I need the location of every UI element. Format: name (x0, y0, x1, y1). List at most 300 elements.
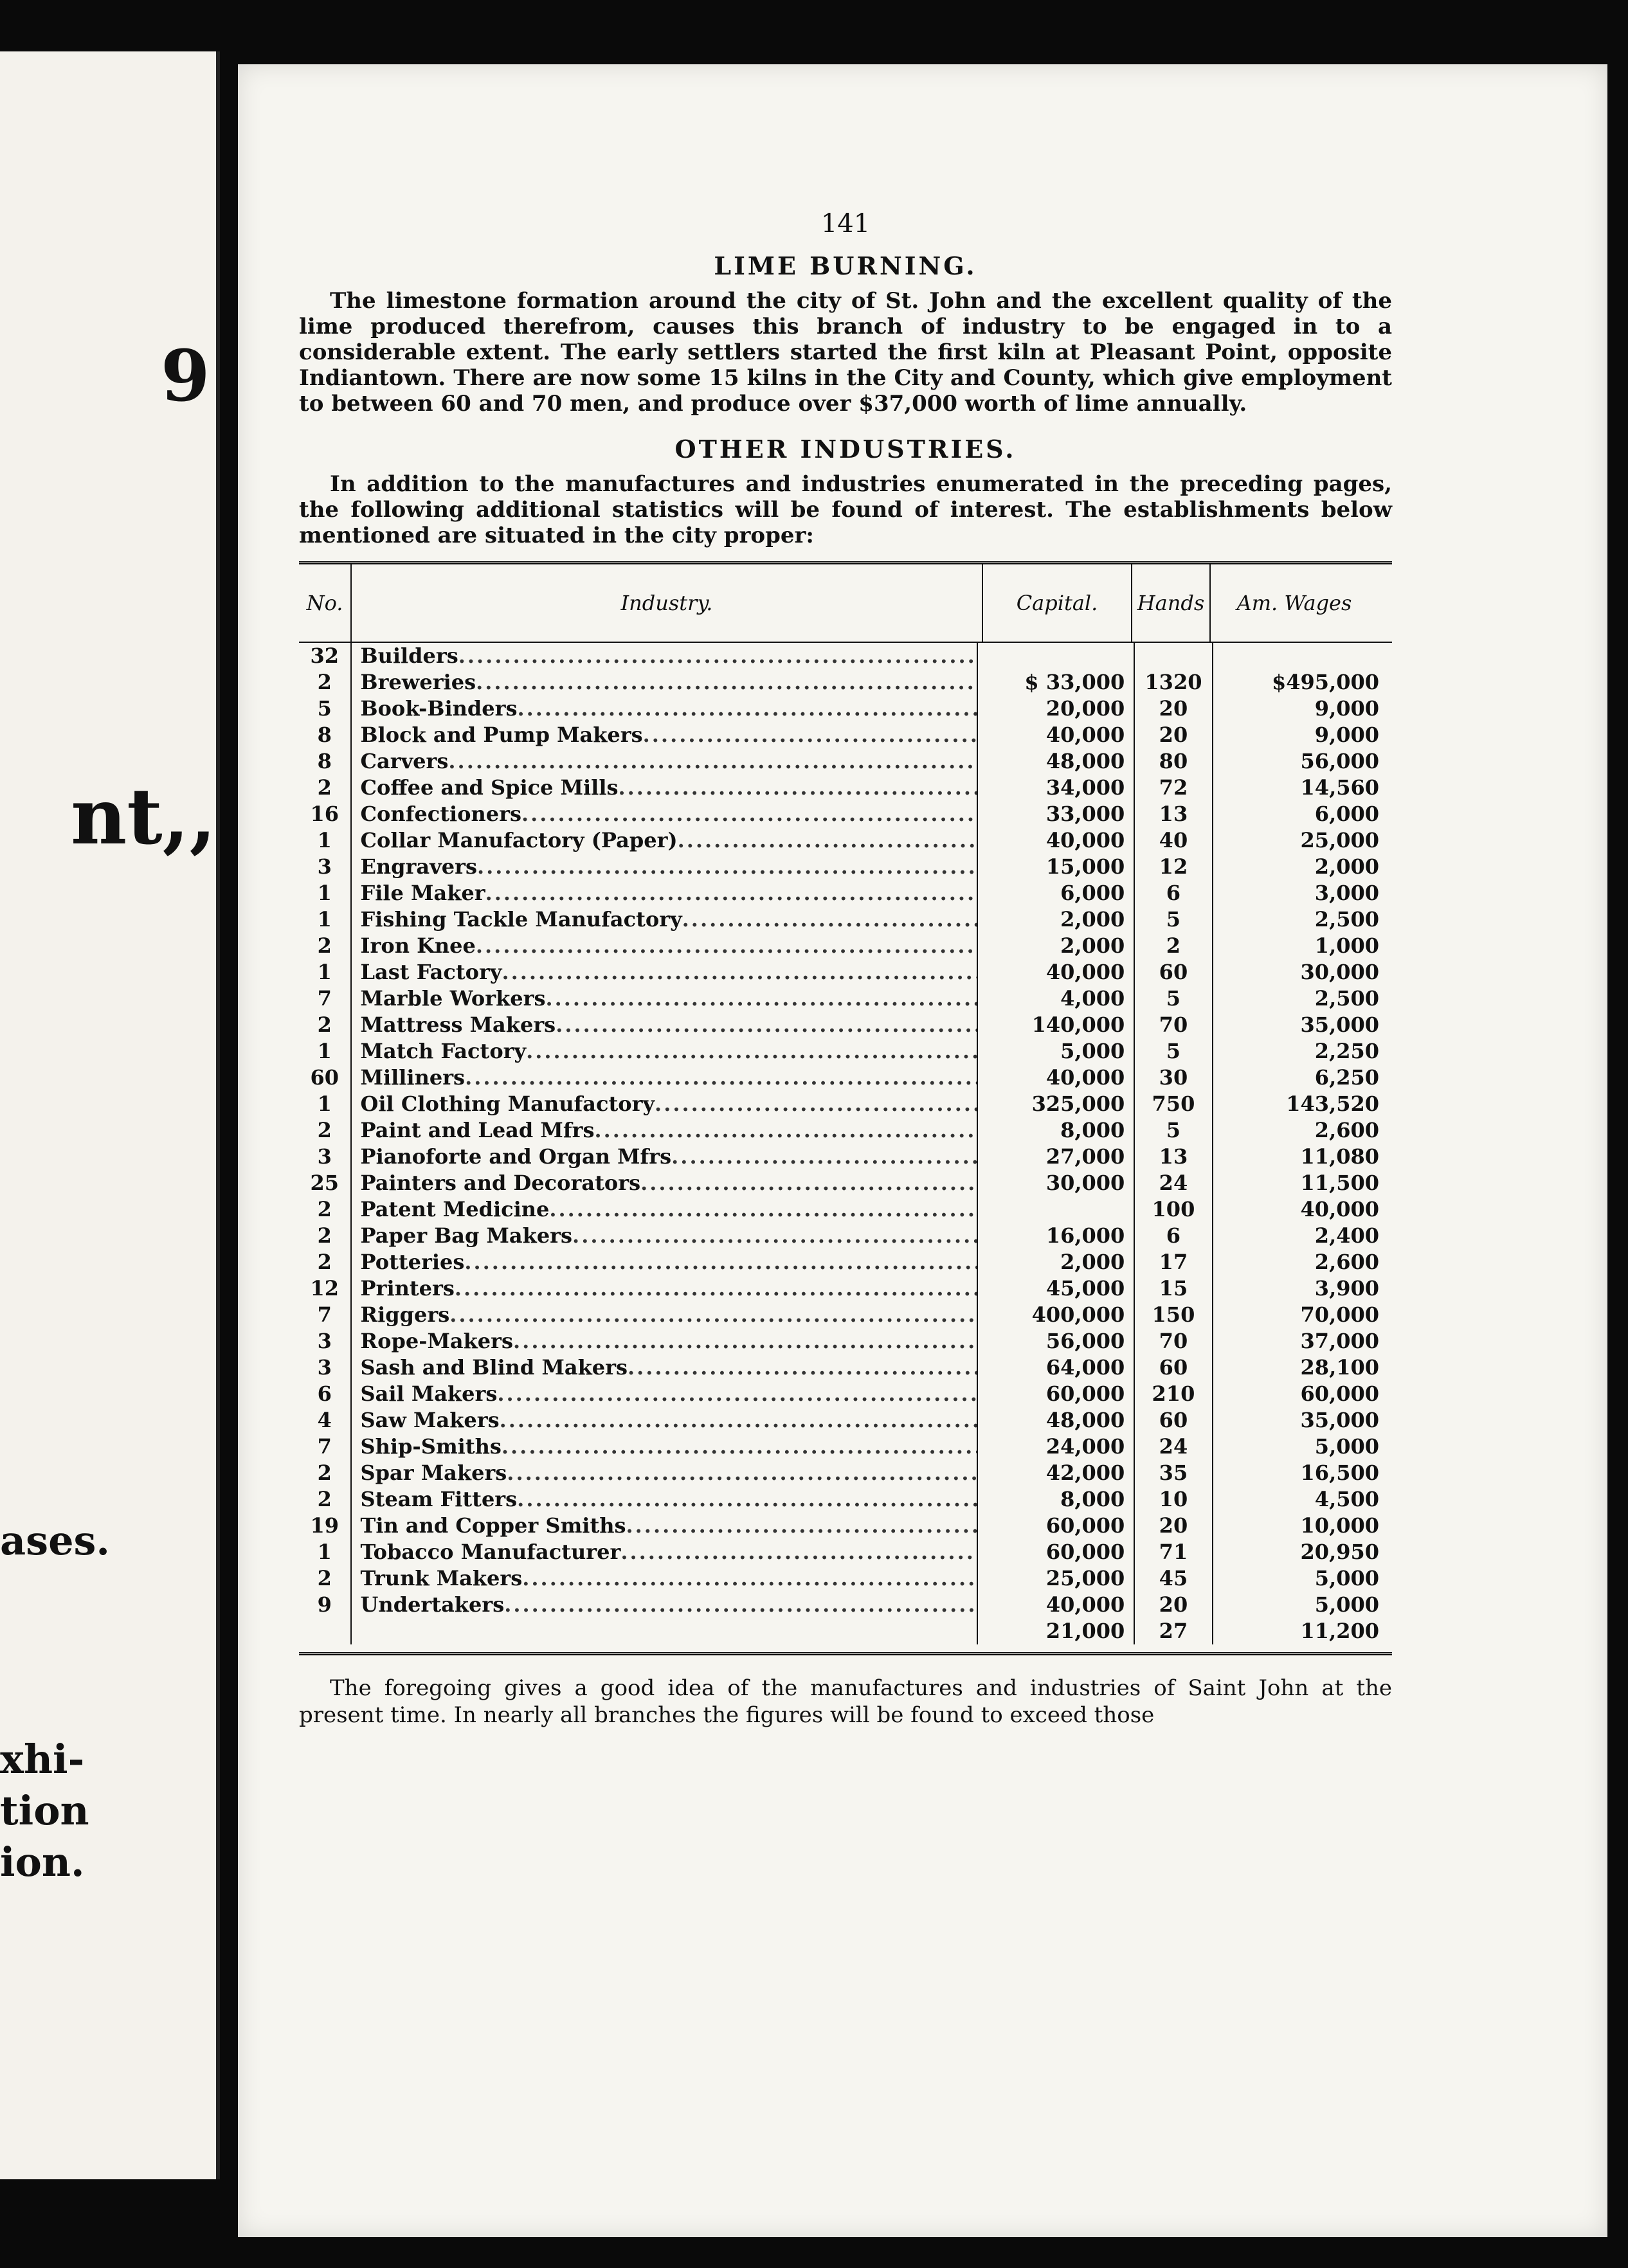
row-wages: 143,520 (1212, 1091, 1392, 1117)
table-row (299, 1592, 1392, 1618)
row-capital: 30,000 (977, 1170, 1134, 1196)
row-hands: 72 (1134, 775, 1211, 801)
row-hands (1134, 643, 1211, 669)
row-wages: 9,000 (1212, 722, 1392, 748)
row-industry-cell (350, 669, 977, 696)
row-no: 2 (317, 933, 332, 958)
row-capital: 40,000 (977, 959, 1134, 986)
row-no: 4 (317, 1408, 332, 1432)
row-industry-cell (350, 1091, 977, 1117)
row-wages: 6,000 (1212, 801, 1392, 827)
left-fragment-1: 9 (161, 334, 210, 417)
table-row (299, 1117, 1392, 1144)
row-hands: 750 (1134, 1091, 1211, 1117)
table-row (299, 880, 1392, 906)
row-leader-dots (504, 1592, 976, 1618)
row-industry-cell (350, 986, 977, 1012)
row-hands: 80 (1134, 748, 1211, 775)
row-industry-wrap (361, 1513, 977, 1539)
page-content (299, 209, 1392, 1751)
row-industry-wrap (361, 748, 977, 775)
row-wages: 25,000 (1212, 827, 1392, 854)
row-industry-cell (350, 906, 977, 933)
row-leader-dots (546, 986, 977, 1012)
row-wages: 28,100 (1212, 1354, 1392, 1381)
row-industry-cell (350, 933, 977, 959)
row-capital: 64,000 (977, 1354, 1134, 1381)
row-capital: $ 33,000 (977, 669, 1134, 696)
table-row (299, 1618, 1392, 1644)
header-capital: Capital. (982, 564, 1131, 642)
row-capital: 40,000 (977, 1592, 1134, 1618)
row-industry-wrap (361, 696, 977, 722)
row-industry: Steam Fitters (360, 1487, 518, 1511)
row-industry-wrap (361, 1565, 977, 1592)
row-industry: Oil Clothing Manufactory (360, 1092, 655, 1116)
row-leader-dots (628, 1354, 977, 1381)
row-industry: Spar Makers (360, 1461, 507, 1485)
row-industry-cell (350, 1038, 977, 1065)
row-industry: Undertakers (360, 1592, 505, 1617)
row-hands: 5 (1134, 906, 1211, 933)
row-leader-dots (449, 1302, 976, 1328)
row-industry: Paint and Lead Mfrs (360, 1118, 595, 1142)
row-no: 2 (317, 1250, 332, 1274)
row-no: 2 (317, 1461, 332, 1485)
table-row (299, 1460, 1392, 1486)
row-wages: 3,000 (1212, 880, 1392, 906)
row-industry: Saw Makers (360, 1408, 500, 1432)
row-leader-dots (497, 1381, 976, 1407)
row-capital: 60,000 (977, 1513, 1134, 1539)
row-industry-wrap (361, 1592, 977, 1618)
row-wages: 2,600 (1212, 1117, 1392, 1144)
row-hands: 30 (1134, 1065, 1211, 1091)
row-capital: 27,000 (977, 1144, 1134, 1170)
row-leader-dots (682, 906, 977, 933)
row-wages: 5,000 (1212, 1592, 1392, 1618)
row-no: 2 (317, 670, 332, 694)
lime-burning-title: LIME BURNING. (714, 251, 977, 280)
table-bottom-rule (299, 1652, 1392, 1655)
row-no: 1 (317, 907, 332, 932)
row-wages: 70,000 (1212, 1302, 1392, 1328)
table-header (299, 564, 1392, 643)
row-hands: 17 (1134, 1249, 1211, 1275)
row-no (299, 1618, 350, 1644)
table-row (299, 959, 1392, 986)
other-industries-paragraph: In addition to the manufactures and industries enumerated in the preceding pages, the following additional statistics will be found of interest. The establishments below mentioned are situated in the city proper: (299, 471, 1392, 548)
row-industry-cell (350, 1328, 977, 1354)
row-industry-cell (350, 1249, 977, 1275)
row-hands: 13 (1134, 1144, 1211, 1170)
document-page (238, 64, 1607, 2237)
row-industry-wrap (361, 1249, 977, 1275)
row-industry-wrap (361, 880, 977, 906)
row-no: 1 (317, 1540, 332, 1564)
row-hands: 100 (1134, 1196, 1211, 1223)
row-hands: 35 (1134, 1460, 1211, 1486)
row-leader-dots (671, 1144, 977, 1170)
row-industry-wrap (361, 1144, 977, 1170)
row-no: 1 (317, 1092, 332, 1116)
row-capital: 4,000 (977, 986, 1134, 1012)
row-hands: 6 (1134, 880, 1211, 906)
row-wages: 11,500 (1212, 1170, 1392, 1196)
row-capital: 48,000 (977, 748, 1134, 775)
row-industry-cell (350, 1618, 977, 1644)
row-industry-cell (350, 1381, 977, 1407)
row-no: 3 (317, 854, 332, 879)
row-wages: 5,000 (1212, 1434, 1392, 1460)
header-wages: Am. Wages (1209, 564, 1378, 642)
row-industry: Tobacco Manufacturer (360, 1540, 621, 1564)
row-industry-wrap (361, 1486, 977, 1513)
row-industry: Sash and Blind Makers (360, 1355, 628, 1380)
row-industry: Pianoforte and Organ Mfrs (360, 1144, 672, 1169)
row-industry: Last Factory (360, 960, 502, 984)
row-no: 2 (317, 1197, 332, 1221)
row-industry-cell (350, 775, 977, 801)
row-industry: Mattress Makers (360, 1013, 556, 1037)
row-wages: 2,000 (1212, 854, 1392, 880)
row-industry-cell (350, 748, 977, 775)
row-industry: Milliners (360, 1065, 466, 1090)
row-leader-dots (556, 1012, 977, 1038)
row-industry-cell (350, 1196, 977, 1223)
row-capital: 2,000 (977, 906, 1134, 933)
table-row (299, 1196, 1392, 1223)
row-leader-dots (678, 827, 977, 854)
row-capital: 45,000 (977, 1275, 1134, 1302)
left-page-fragment (0, 51, 220, 2179)
row-industry-wrap (361, 906, 977, 933)
row-industry-wrap (361, 775, 977, 801)
row-industry: Ship-Smiths (360, 1434, 502, 1459)
row-industry-wrap (361, 1302, 977, 1328)
row-no: 7 (317, 1302, 332, 1327)
row-industry: Trunk Makers (360, 1566, 523, 1590)
row-industry-wrap (361, 1354, 977, 1381)
row-hands: 20 (1134, 1513, 1211, 1539)
row-industry-wrap (361, 1539, 977, 1565)
row-hands: 6 (1134, 1223, 1211, 1249)
row-industry-cell (350, 801, 977, 827)
table-row (299, 1302, 1392, 1328)
row-industry-wrap (361, 1091, 977, 1117)
row-wages: 2,250 (1212, 1038, 1392, 1065)
row-wages: 1,000 (1212, 933, 1392, 959)
table-row (299, 1012, 1392, 1038)
row-industry: Potteries (360, 1250, 465, 1274)
row-wages: 6,250 (1212, 1065, 1392, 1091)
row-no: 3 (317, 1355, 332, 1380)
row-no: 6 (317, 1382, 332, 1406)
row-hands: 150 (1134, 1302, 1211, 1328)
row-hands: 20 (1134, 722, 1211, 748)
row-no: 5 (317, 696, 332, 721)
table-row (299, 1170, 1392, 1196)
row-no: 7 (317, 1434, 332, 1459)
row-leader-dots (643, 722, 977, 748)
row-hands: 15 (1134, 1275, 1211, 1302)
row-capital: 40,000 (977, 827, 1134, 854)
left-fragment-2: nt,, (71, 771, 217, 862)
row-industry-wrap (361, 827, 977, 854)
row-no: 25 (310, 1171, 339, 1195)
row-industry-wrap (361, 1223, 977, 1249)
row-no: 32 (310, 644, 339, 668)
row-hands: 20 (1134, 696, 1211, 722)
row-industry-wrap (361, 1328, 977, 1354)
row-wages: 35,000 (1212, 1012, 1392, 1038)
table-row (299, 643, 1392, 669)
row-leader-dots (626, 1513, 977, 1539)
table-row (299, 1091, 1392, 1117)
table-row (299, 1328, 1392, 1354)
row-industry-wrap (361, 1275, 977, 1302)
row-leader-dots (476, 669, 977, 696)
row-industry-cell (350, 1354, 977, 1381)
table-row (299, 1223, 1392, 1249)
table-row (299, 1434, 1392, 1460)
row-industry-wrap (361, 854, 977, 880)
row-capital: 6,000 (977, 880, 1134, 906)
row-industry-wrap (361, 1381, 977, 1407)
closing-paragraph: The foregoing gives a good idea of the manufactures and industries of Saint John at the present time. In nearly all branches the figures will be found to exceed those (299, 1675, 1392, 1728)
row-capital: 2,000 (977, 933, 1134, 959)
row-industry: Collar Manufactory (Paper) (360, 828, 678, 852)
row-leader-dots (517, 696, 976, 722)
row-wages: 60,000 (1212, 1381, 1392, 1407)
row-industry: Confectioners (360, 802, 521, 826)
row-industry: Painters and Decorators (360, 1171, 641, 1195)
row-industry: Tin and Copper Smiths (360, 1513, 626, 1538)
row-industry-cell (350, 1565, 977, 1592)
row-no: 1 (317, 881, 332, 905)
row-wages: 4,500 (1212, 1486, 1392, 1513)
table-row (299, 827, 1392, 854)
row-wages: 5,000 (1212, 1565, 1392, 1592)
row-hands: 1320 (1134, 669, 1211, 696)
row-no: 60 (310, 1065, 339, 1090)
row-industry-cell (350, 1275, 977, 1302)
row-capital: 15,000 (977, 854, 1134, 880)
row-hands: 45 (1134, 1565, 1211, 1592)
row-leader-dots (477, 854, 977, 880)
row-capital: 8,000 (977, 1117, 1134, 1144)
row-industry-wrap (361, 801, 977, 827)
row-no: 3 (317, 1144, 332, 1169)
table-row (299, 722, 1392, 748)
row-hands: 2 (1134, 933, 1211, 959)
row-industry-cell (350, 643, 977, 669)
row-industry: Riggers (360, 1302, 450, 1327)
table-row (299, 1249, 1392, 1275)
row-wages: 9,000 (1212, 696, 1392, 722)
left-fragment-4: xhi- (0, 1736, 85, 1783)
row-hands: 24 (1134, 1434, 1211, 1460)
row-no: 8 (317, 723, 332, 747)
row-industry: Fishing Tackle Manufactory (360, 907, 682, 932)
row-no: 12 (310, 1276, 339, 1300)
row-leader-dots (655, 1091, 977, 1117)
row-hands: 210 (1134, 1381, 1211, 1407)
row-no: 3 (317, 1329, 332, 1353)
row-industry-wrap (361, 669, 977, 696)
row-hands: 10 (1134, 1486, 1211, 1513)
row-industry: Printers (360, 1276, 455, 1300)
row-industry: Patent Medicine (360, 1197, 550, 1221)
row-wages: 10,000 (1212, 1513, 1392, 1539)
row-capital: 48,000 (977, 1407, 1134, 1434)
row-no: 2 (317, 1223, 332, 1248)
row-wages: 40,000 (1212, 1196, 1392, 1223)
row-industry: Builders (360, 644, 458, 668)
row-industry: Paper Bag Makers (360, 1223, 573, 1248)
left-fragment-5: tion (0, 1787, 89, 1834)
row-hands: 70 (1134, 1328, 1211, 1354)
row-hands: 24 (1134, 1170, 1211, 1196)
row-industry: Engravers (360, 854, 477, 879)
row-no: 9 (317, 1592, 332, 1617)
row-hands: 60 (1134, 959, 1211, 986)
row-hands: 71 (1134, 1539, 1211, 1565)
row-capital: 24,000 (977, 1434, 1134, 1460)
row-no: 2 (317, 1118, 332, 1142)
table-row (299, 1381, 1392, 1407)
row-hands: 60 (1134, 1407, 1211, 1434)
row-capital: 16,000 (977, 1223, 1134, 1249)
row-wages: 56,000 (1212, 748, 1392, 775)
row-industry: Sail Makers (360, 1382, 498, 1406)
row-leader-dots (502, 959, 976, 986)
row-leader-dots (502, 1434, 977, 1460)
table-row (299, 1275, 1392, 1302)
row-industry-cell (350, 1302, 977, 1328)
row-industry: Match Factory (360, 1039, 527, 1063)
table-row (299, 1354, 1392, 1381)
row-capital: 60,000 (977, 1539, 1134, 1565)
table-row (299, 906, 1392, 933)
row-leader-dots (549, 1196, 976, 1223)
row-industry: Iron Knee (360, 933, 476, 958)
row-leader-dots (620, 1539, 976, 1565)
row-no: 2 (317, 1566, 332, 1590)
row-industry-wrap (361, 1434, 977, 1460)
row-hands: 20 (1134, 1592, 1211, 1618)
row-industry: Marble Workers (360, 986, 546, 1011)
row-industry: File Maker (360, 881, 485, 905)
table-row (299, 1486, 1392, 1513)
table-row (299, 1539, 1392, 1565)
table-row (299, 1144, 1392, 1170)
table-row (299, 669, 1392, 696)
row-industry-wrap (361, 1170, 977, 1196)
row-industry-wrap (361, 1012, 977, 1038)
row-industry-wrap (361, 933, 977, 959)
row-leader-dots (619, 775, 977, 801)
row-capital: 21,000 (977, 1618, 1134, 1644)
row-capital: 40,000 (977, 1065, 1134, 1091)
row-capital: 34,000 (977, 775, 1134, 801)
row-capital (977, 643, 1134, 669)
row-no: 2 (317, 775, 332, 800)
row-wages: 3,900 (1212, 1275, 1392, 1302)
row-industry-wrap (361, 959, 977, 986)
lime-burning-paragraph: The limestone formation around the city of St. John and the excellent quality of the lime produced therefrom, causes this branch of industry to be engaged in to a considerable extent. The early settlers started the first kiln at Pleasant Point, opposite Indiantown. There are now some 15 kilns in the City and County, which give employment to between 60 and 70 men, and produce over $37,000 worth of lime annually. (299, 288, 1392, 417)
table-row (299, 1565, 1392, 1592)
row-hands: 60 (1134, 1354, 1211, 1381)
row-industry-cell (350, 722, 977, 748)
row-capital: 20,000 (977, 696, 1134, 722)
row-leader-dots (464, 1249, 976, 1275)
row-industry: Coffee and Spice Mills (360, 775, 619, 800)
header-hands: Hands (1131, 564, 1209, 642)
header-industry: Industry. (350, 564, 982, 642)
row-capital: 56,000 (977, 1328, 1134, 1354)
table-row (299, 854, 1392, 880)
row-leader-dots (521, 801, 977, 827)
row-industry-cell (350, 1065, 977, 1091)
row-leader-dots (500, 1407, 977, 1434)
row-industry-cell (350, 696, 977, 722)
table-row (299, 1065, 1392, 1091)
row-hands: 70 (1134, 1012, 1211, 1038)
row-industry-cell (350, 854, 977, 880)
row-capital: 5,000 (977, 1038, 1134, 1065)
row-wages: 35,000 (1212, 1407, 1392, 1434)
row-industry-cell (350, 1012, 977, 1038)
row-leader-dots (594, 1117, 976, 1144)
table-row (299, 1038, 1392, 1065)
row-industry-cell (350, 1513, 977, 1539)
table-body (299, 643, 1392, 1644)
row-wages: 16,500 (1212, 1460, 1392, 1486)
row-industry-wrap (361, 1065, 977, 1091)
table-row (299, 748, 1392, 775)
left-fragment-6: ion. (0, 1839, 85, 1886)
row-leader-dots (458, 643, 977, 669)
row-no: 1 (317, 960, 332, 984)
row-no: 2 (317, 1487, 332, 1511)
industries-table (299, 561, 1392, 1655)
table-row (299, 1407, 1392, 1434)
row-hands: 5 (1134, 1117, 1211, 1144)
row-leader-dots (522, 1565, 976, 1592)
row-industry-cell (350, 1170, 977, 1196)
table-row (299, 696, 1392, 722)
row-wages: 20,950 (1212, 1539, 1392, 1565)
row-leader-dots (507, 1460, 976, 1486)
row-hands: 5 (1134, 986, 1211, 1012)
row-capital: 25,000 (977, 1565, 1134, 1592)
row-wages: 2,500 (1212, 986, 1392, 1012)
row-industry-cell (350, 1407, 977, 1434)
row-wages: 11,080 (1212, 1144, 1392, 1170)
row-leader-dots (640, 1170, 977, 1196)
row-no: 1 (317, 1039, 332, 1063)
row-no: 16 (310, 802, 339, 826)
row-capital: 325,000 (977, 1091, 1134, 1117)
row-capital: 140,000 (977, 1012, 1134, 1038)
row-no: 19 (310, 1513, 339, 1538)
row-hands: 13 (1134, 801, 1211, 827)
row-industry-cell (350, 1223, 977, 1249)
row-industry-cell (350, 1486, 977, 1513)
row-capital: 2,000 (977, 1249, 1134, 1275)
row-industry-cell (350, 827, 977, 854)
